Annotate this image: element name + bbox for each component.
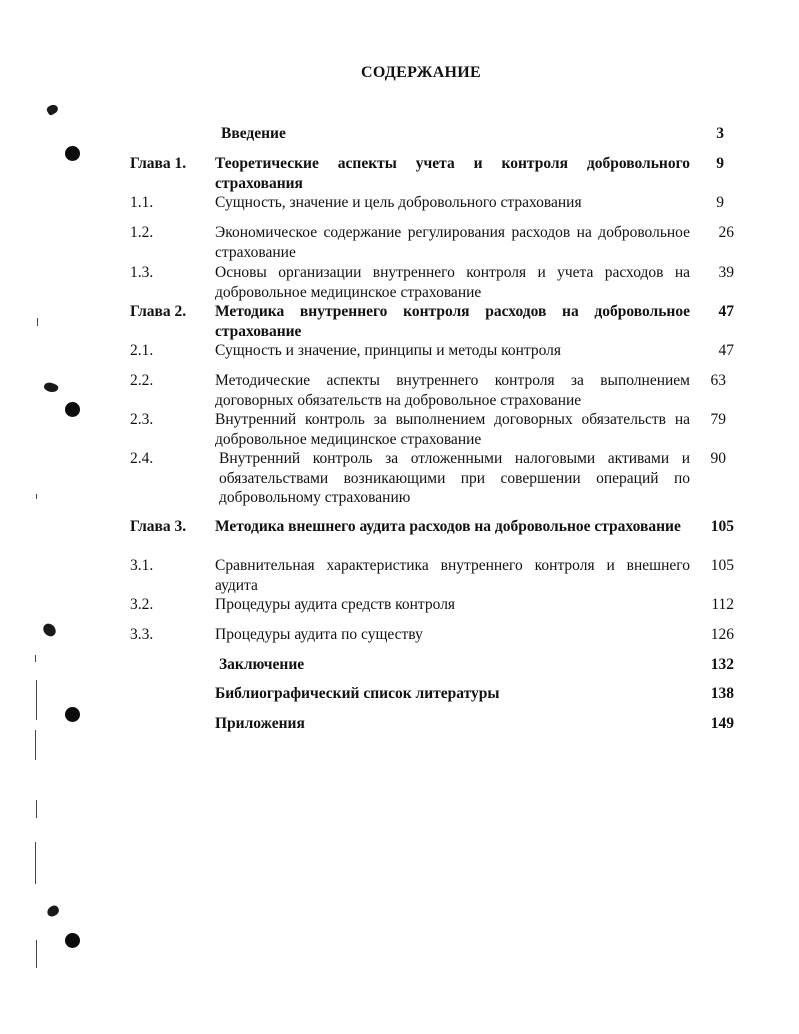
entry-number: 3.1. — [130, 557, 154, 574]
entry-title: Методические аспекты внутреннего контроля за выполнением договорных обязательств на добровольное страхование — [215, 372, 690, 409]
entry-title: Внутренний контроль за выполнением договорных обязательств на добровольное медицинское страхование — [215, 411, 690, 448]
entry-page: 9 — [716, 155, 724, 172]
margin-mark — [36, 940, 37, 968]
entry-page: 149 — [710, 715, 734, 732]
entry-page: 47 — [718, 342, 734, 359]
entry-number: 2.4. — [130, 450, 154, 467]
entry-page: 63 — [710, 372, 726, 389]
punch-hole — [65, 402, 80, 417]
punch-hole — [65, 707, 80, 722]
entry-number: Глава 3. — [130, 518, 187, 535]
margin-mark — [37, 318, 38, 326]
punch-hole — [65, 146, 80, 161]
entry-number: 2.1. — [130, 342, 154, 359]
entry-page: 26 — [718, 224, 734, 241]
entry-page: 126 — [710, 626, 734, 643]
page-title: СОДЕРЖАНИЕ — [360, 64, 482, 81]
entry-number: 1.2. — [130, 224, 154, 241]
entry-number: 3.3. — [130, 626, 154, 643]
entry-page: 79 — [710, 411, 726, 428]
entry-title: Процедуры аудита по существу — [215, 626, 423, 643]
margin-mark — [36, 680, 37, 720]
entry-page: 39 — [718, 264, 734, 281]
entry-title: Процедуры аудита средств контроля — [215, 596, 456, 613]
margin-mark — [35, 842, 36, 884]
margin-mark — [36, 800, 37, 818]
entry-title: Библиографический список литературы — [215, 685, 500, 702]
entry-page: 132 — [710, 656, 734, 673]
entry-title: Сравнительная характеристика внутреннего контроля и внешнего аудита — [215, 557, 690, 594]
entry-number: 1.3. — [130, 264, 154, 281]
entry-title: Экономическое содержание регулирования расходов на добровольное страхование — [215, 224, 690, 261]
entry-number: Глава 1. — [130, 155, 187, 172]
entry-number: 2.2. — [130, 372, 154, 389]
entry-number: 2.3. — [130, 411, 154, 428]
punch-hole — [65, 933, 80, 948]
entry-title: Сущность и значение, принципы и методы контроля — [215, 342, 562, 359]
entry-page: 9 — [716, 194, 724, 211]
entry-title: Методика внешнего аудита расходов на добровольное страхование — [215, 518, 681, 535]
entry-title: Методика внутреннего контроля расходов на добровольное страхование — [215, 303, 690, 340]
entry-title: Введение — [221, 125, 286, 142]
entry-title: Внутренний контроль за отложенными налоговыми активами и обязательствами возникающими при совершении операций по добровольному страхованию — [219, 450, 690, 506]
entry-number: 1.1. — [130, 194, 154, 211]
entry-number: 3.2. — [130, 596, 154, 613]
entry-page: 112 — [711, 596, 734, 613]
entry-title: Теоретические аспекты учета и контроля добровольного страхования — [215, 155, 690, 192]
entry-title: Основы организации внутреннего контроля и учета расходов на добровольное медицинское страхование — [215, 264, 690, 301]
margin-mark — [36, 494, 37, 499]
margin-mark — [35, 730, 36, 760]
entry-page: 105 — [710, 518, 734, 535]
margin-mark — [35, 655, 36, 662]
entry-page: 90 — [710, 450, 726, 467]
entry-title: Заключение — [219, 656, 305, 673]
entry-page: 138 — [710, 685, 734, 702]
entry-title: Приложения — [215, 715, 305, 732]
entry-number: Глава 2. — [130, 303, 187, 320]
entry-page: 47 — [718, 303, 734, 320]
entry-page: 3 — [716, 125, 724, 142]
entry-page: 105 — [710, 557, 734, 574]
entry-title: Сущность, значение и цель добровольного страхования — [215, 194, 582, 211]
